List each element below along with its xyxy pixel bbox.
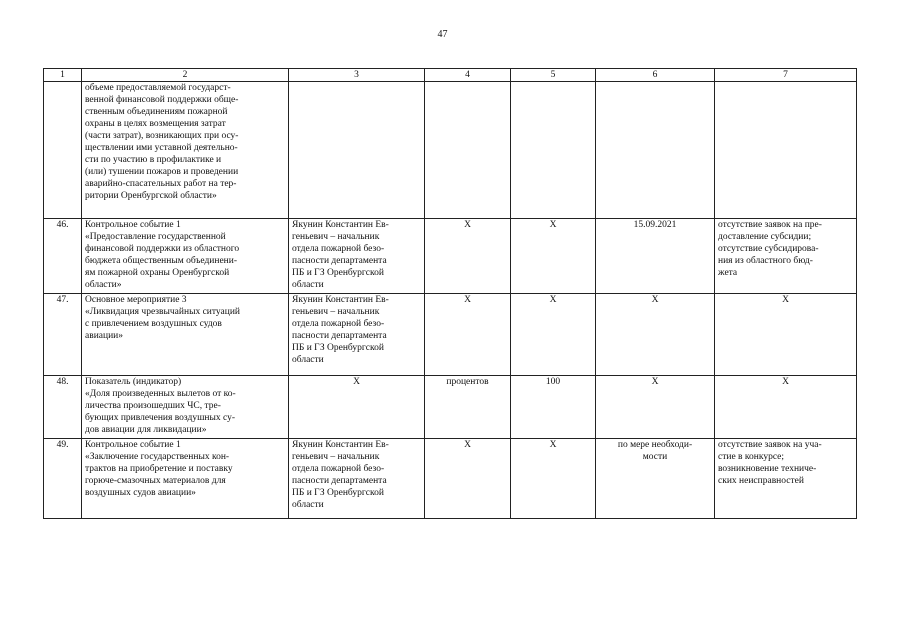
row-number: 48.	[44, 376, 82, 439]
row-col4: Х	[425, 219, 511, 294]
column-number: 7	[715, 69, 857, 82]
row-col7	[715, 82, 857, 219]
row-responsible: Якунин Константин Ев- геньевич – начальник отдела пожарной безо- пасности департамента ПБ и ГЗ Оренбургской области	[289, 219, 425, 294]
column-number: 5	[511, 69, 596, 82]
row-col5: Х	[511, 439, 596, 519]
row-col7: отсутствие заявок на пре- доставление субсидии; отсутствие субсидирова- ния из областного бюд- жета	[715, 219, 857, 294]
row-name: Основное мероприятие 3 «Ликвидация чрезвычайных ситуаций с привлечением воздушных судов авиации»	[82, 294, 289, 376]
page-number: 47	[437, 29, 448, 40]
column-number-row	[44, 69, 857, 82]
row-responsible: Х	[289, 376, 425, 439]
table-row	[44, 294, 857, 376]
row-name: Показатель (индикатор) «Доля произведенных вылетов от ко- личества произошедших ЧС, тре- бующих привлечения воздушных су- дов авиации для ликвидации»	[82, 376, 289, 439]
row-name: объеме предоставляемой государст- венной финансовой поддержки обще- ственным объединениям пожарной охраны в целях возмещения затрат (части затрат), возникающих при осу- ществлении ими уставной деятельно- сти по участию в профилактике и (или) тушении пожаров и проведении аварийно-спасательных работ на тер- ритории Оренбургской области»	[82, 82, 289, 219]
row-responsible: Якунин Константин Ев- геньевич – начальник отдела пожарной безо- пасности департамента ПБ и ГЗ Оренбургской области	[289, 439, 425, 519]
column-number: 4	[425, 69, 511, 82]
table-row	[44, 439, 857, 519]
row-col5: Х	[511, 219, 596, 294]
row-col6: Х	[596, 294, 715, 376]
row-responsible: Якунин Константин Ев- геньевич – начальник отдела пожарной безо- пасности департамента ПБ и ГЗ Оренбургской области	[289, 294, 425, 376]
row-number: 49.	[44, 439, 82, 519]
row-col4: Х	[425, 439, 511, 519]
table-row	[44, 219, 857, 294]
row-col4: процентов	[425, 376, 511, 439]
row-number	[44, 82, 82, 219]
row-col4: Х	[425, 294, 511, 376]
row-col4	[425, 82, 511, 219]
plan-table	[43, 68, 857, 519]
row-col6: по мере необходи- мости	[596, 439, 715, 519]
table-row	[44, 376, 857, 439]
row-col7: Х	[715, 376, 857, 439]
row-col6: Х	[596, 376, 715, 439]
row-col6: 15.09.2021	[596, 219, 715, 294]
row-col5: 100	[511, 376, 596, 439]
row-col6	[596, 82, 715, 219]
row-responsible	[289, 82, 425, 219]
column-number: 2	[82, 69, 289, 82]
row-col7: отсутствие заявок на уча- стие в конкурсе; возникновение техниче- ских неисправностей	[715, 439, 857, 519]
row-col5: Х	[511, 294, 596, 376]
row-col7: Х	[715, 294, 857, 376]
column-number: 1	[44, 69, 82, 82]
row-name: Контрольное событие 1 «Заключение государственных кон- трактов на приобретение и поставку горюче-смазочных материалов для воздушных судов авиации»	[82, 439, 289, 519]
column-number: 3	[289, 69, 425, 82]
column-number: 6	[596, 69, 715, 82]
row-number: 46.	[44, 219, 82, 294]
row-number: 47.	[44, 294, 82, 376]
table-row	[44, 82, 857, 219]
row-col5	[511, 82, 596, 219]
row-name: Контрольное событие 1 «Предоставление государственной финансовой поддержки из областного бюджета общественным объединени- ям пожарной охраны Оренбургской области»	[82, 219, 289, 294]
